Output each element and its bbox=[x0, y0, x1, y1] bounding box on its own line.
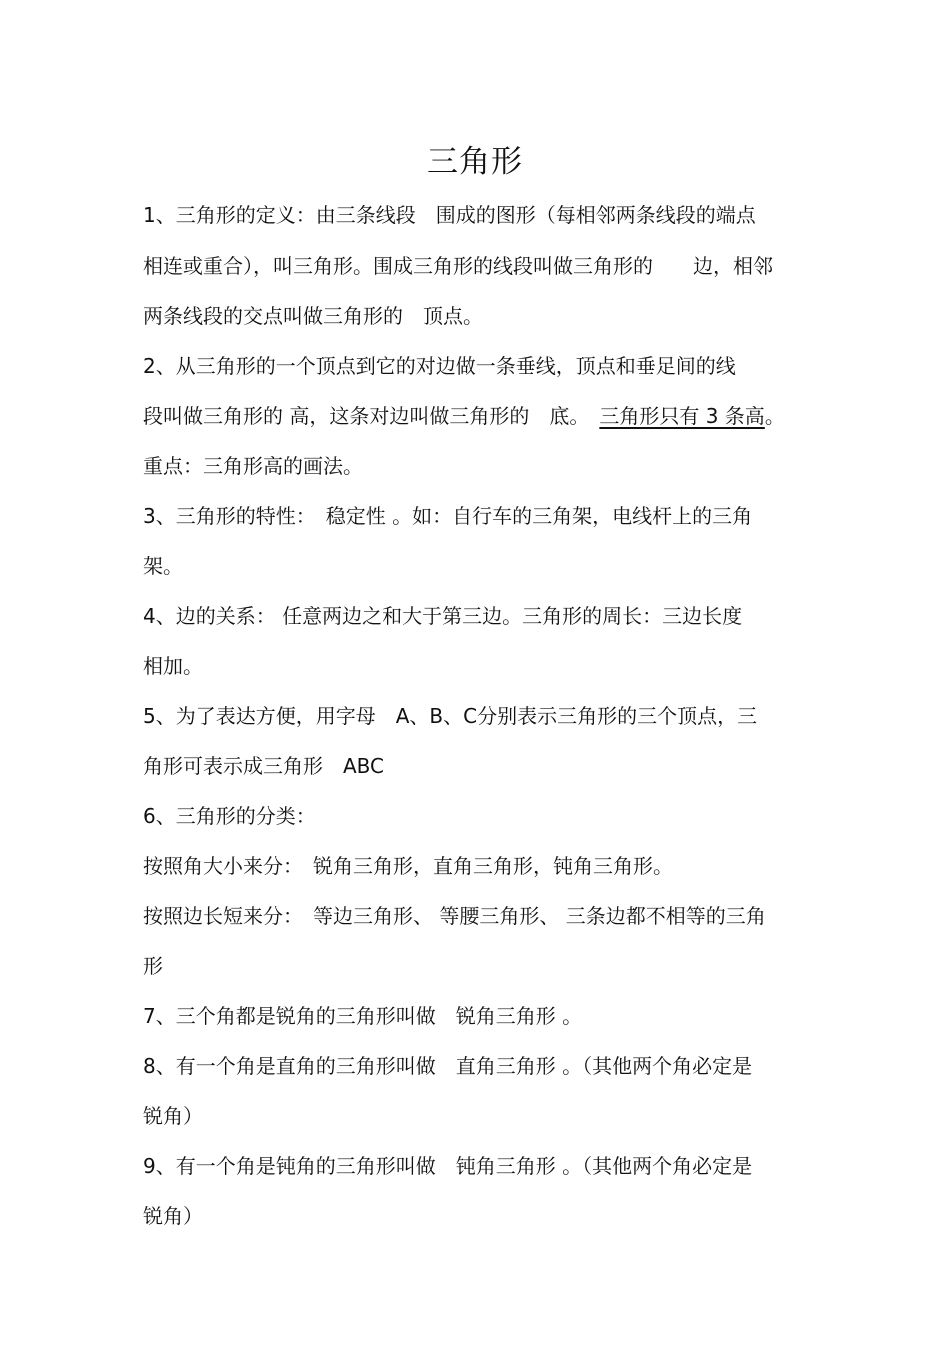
text-line: 两条线段的交点叫做三角形的 顶点。 bbox=[143, 304, 483, 328]
text-line-with-underline bbox=[143, 401, 785, 431]
text-segment: 。 bbox=[764, 404, 785, 428]
text-line: 锐角） bbox=[143, 1204, 203, 1228]
text-line: 重点：三角形高的画法。 bbox=[143, 454, 363, 478]
text-line: 2、从三角形的一个顶点到它的对边做一条垂线，顶点和垂足间的线 bbox=[143, 354, 736, 378]
text-line: 4、边的关系： 任意两边之和大于第三边。三角形的周长：三边长度 bbox=[143, 604, 743, 628]
text-line: 相连或重合），叫三角形。围成三角形的线段叫做三角形的 边，相邻 bbox=[143, 254, 773, 278]
page-title: 三角形 bbox=[427, 144, 523, 180]
text-segment: 段叫做三角形的 高，这条对边叫做三角形的 底。 bbox=[143, 404, 600, 428]
text-line: 形 bbox=[143, 954, 163, 978]
text-line: 按照边长短来分： 等边三角形、 等腰三角形、 三条边都不相等的三角 bbox=[143, 904, 766, 928]
text-line: 角形可表示成三角形 ABC bbox=[143, 754, 385, 778]
underlined-text: 三角形只有 3 条高 bbox=[599, 404, 765, 428]
text-line: 1、三角形的定义：由三条线段 围成的图形（每相邻两条线段的端点 bbox=[143, 203, 756, 227]
text-line: 锐角） bbox=[143, 1104, 203, 1128]
text-line: 9、有一个角是钝角的三角形叫做 钝角三角形 。（其他两个角必定是 bbox=[143, 1154, 753, 1178]
text-line: 5、为了表达方便，用字母 A、B、C分别表示三角形的三个顶点，三 bbox=[143, 704, 758, 728]
text-line: 按照角大小来分： 锐角三角形，直角三角形，钝角三角形。 bbox=[143, 854, 673, 878]
text-line: 7、三个角都是锐角的三角形叫做 锐角三角形 。 bbox=[143, 1004, 583, 1028]
text-line: 8、有一个角是直角的三角形叫做 直角三角形 。（其他两个角必定是 bbox=[143, 1054, 753, 1078]
text-line: 相加。 bbox=[143, 654, 203, 678]
text-line: 架。 bbox=[143, 554, 183, 578]
text-line: 6、三角形的分类： bbox=[143, 804, 316, 828]
text-line: 3、三角形的特性： 稳定性 。如：自行车的三角架，电线杆上的三角 bbox=[143, 504, 753, 528]
